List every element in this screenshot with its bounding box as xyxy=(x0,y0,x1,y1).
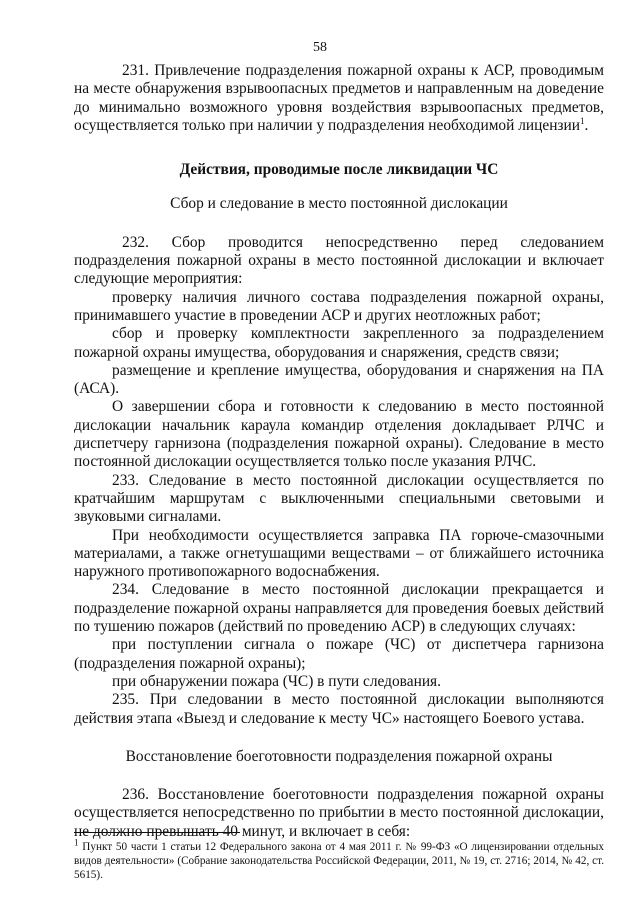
paragraph-236: 236. Восстановление боеготовности подразделения пожарной охраны осуществляется непосредственно по прибытии в место постоянной дислокации, не должно превышать 40 минут, и включает в себя: xyxy=(74,786,604,840)
subsection-heading-restore: Восстановление боеготовности подразделения пожарной охраны xyxy=(125,747,553,765)
paragraph-233-fuel: При необходимости осуществляется заправка ПА горюче-смазочными материалами, а также огнетушащими веществами – от ближайшего источника наружного противопожарного водоснабжения. xyxy=(74,526,604,581)
list-item-234-2: при обнаружении пожара (ЧС) в пути следования. xyxy=(112,672,441,690)
list-item-232-2: сбор и проверку комплектности закрепленного за подразделением пожарной охраны имущества, оборудования и снаряжения, средств связи; xyxy=(74,325,604,361)
footnote-text: Пункт 50 части 1 статьи 12 Федерального закона от 4 мая 2011 г. № 99-ФЗ «О лицензировании отдельных видов деятельности» (Собрание законодательства Российской Федерации, 2011, № 19, ст. 2716; 2014, № 42, ст. 5615). xyxy=(74,841,604,881)
page-body xyxy=(74,62,604,841)
section-heading: Действия, проводимые после ликвидации ЧС xyxy=(179,161,499,179)
footnote-separator xyxy=(74,832,240,833)
paragraph-234: 234. Следование в место постоянной дислокации прекращается и подразделение пожарной охраны направляется для проведения боевых действий по тушению пожаров (действий по проведению АСР) в следующих случаях: xyxy=(74,581,604,636)
list-item-234-1: при поступлении сигнала о пожаре (ЧС) от диспетчера гарнизона (подразделения пожарной охраны); xyxy=(74,636,604,672)
paragraph-232: 232. Сбор проводится непосредственно перед следованием подразделения пожарной охраны в место постоянной дислокации и включает следующие мероприятия: xyxy=(74,233,604,288)
subsection-heading-return: Сбор и следование в место постоянной дислокации xyxy=(170,195,508,213)
paragraph-233: 233. Следование в место постоянной дислокации осуществляется по кратчайшим маршрутам с выключенными специальными световыми и звуковыми сигналами. xyxy=(74,471,604,526)
page-number: 58 xyxy=(313,40,327,55)
paragraph-235: 235. При следовании в место постоянной дислокации выполняются действия этапа «Выезд и следование к месту ЧС» настоящего Боевого устава. xyxy=(74,691,604,727)
paragraph-231-text: 231. Привлечение подразделения пожарной охраны к АСР, проводимым на месте обнаружения взрывоопасных предметов и направленным на доведение до минимально возможного уровня воздействия взрывоопасных предметов, осуществляется только при наличии у подразделения необходимой лицензии xyxy=(74,62,604,134)
list-item-232-1: проверку наличия личного состава подразделения пожарной охраны, принимавшего участие в проведении АСР и других неотложных работ; xyxy=(74,288,604,324)
list-item-232-3: размещение и крепление имущества, оборудования и снаряжения на ПА (АСА). xyxy=(74,361,604,398)
footnote xyxy=(74,837,604,882)
paragraph-232-report: О завершении сбора и готовности к следованию в место постоянной дислокации начальник караула командир отделения докладывает РЛЧС и диспетчеру гарнизона (подразделения пожарной охраны). Следование в место постоянной дислокации осуществляется только после указания РЛЧС. xyxy=(74,398,604,471)
paragraph-231: 231. Привлечение подразделения пожарной охраны к АСР, проводимым на месте обнаружения взрывоопасных предметов и направленным на доведение до минимально возможного уровня воздействия взрывоопасных предметов, осуществляется только при наличии у подразделения необходимой лицензии$^1$. xyxy=(74,62,604,134)
footnote-reference: 1 xyxy=(580,115,585,126)
footnote-marker: 1 xyxy=(74,837,79,848)
